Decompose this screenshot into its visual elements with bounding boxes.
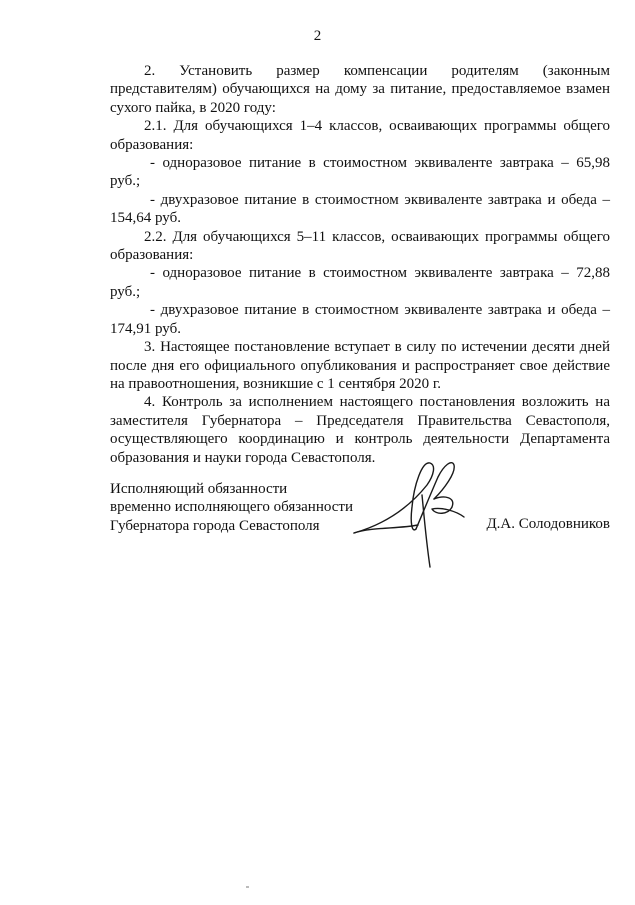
paragraph-item-2-2: 2.2. Для обучающихся 5–11 классов, осваивающих программы общего образования: xyxy=(110,228,610,264)
paragraph-item-4: 4. Контроль за исполнением настоящего постановления возложить на заместителя Губернатора – Председателя Правительства Севастополя, осуществляющего координацию и контроль деятельности Департамента образования и науки города Севастополя. xyxy=(110,394,610,466)
handwritten-signature xyxy=(352,455,472,570)
document-body xyxy=(110,62,610,467)
signatory-title-line-3: Губернатора города Севастополя xyxy=(110,517,320,534)
paragraph-item-2-1: 2.1. Для обучающихся 1–4 классов, осваивающих программы общего образования: xyxy=(110,118,610,153)
list-item-2-2-breakfast-lunch: - двухразовое питание в стоимостном эквиваленте завтрака и обеда – 174,91 руб. xyxy=(110,302,610,337)
scan-artifact xyxy=(246,886,249,888)
signatory-title-line-2: временно исполняющего обязанности xyxy=(110,499,353,516)
page-number: 2 xyxy=(313,28,322,44)
signatory-name: Д.А. Солодовников xyxy=(486,516,610,532)
signatory-title-line-1: Исполняющий обязанности xyxy=(110,481,288,497)
list-item-2-1-breakfast: - одноразовое питание в стоимостном эквиваленте завтрака – 65,98 руб.; xyxy=(110,155,610,190)
list-item-2-1-breakfast-lunch: - двухразовое питание в стоимостном эквиваленте завтрака и обеда – 154,64 руб. xyxy=(110,191,610,227)
paragraph-item-2: 2. Установить размер компенсации родителям (законным представителям) обучающихся на дому за питание, предоставляемое взамен сухого пайка, в 2020 году: xyxy=(110,63,610,116)
list-item-2-2-breakfast: - одноразовое питание в стоимостном эквиваленте завтрака – 72,88 руб.; xyxy=(110,265,610,300)
paragraph-item-3: 3. Настоящее постановление вступает в силу по истечении десяти дней после дня его официального опубликования и распространяет свое действие на правоотношения, возникшие с 1 сентября 2020 г. xyxy=(110,339,610,392)
